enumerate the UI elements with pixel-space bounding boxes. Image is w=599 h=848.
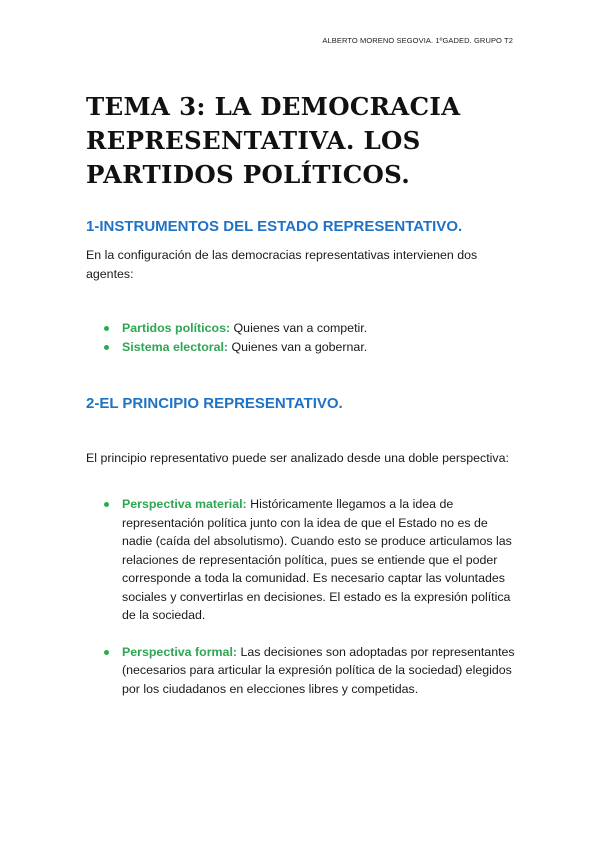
list-item: [86, 495, 516, 625]
section-heading-instrumentos: 1-INSTRUMENTOS DEL ESTADO REPRESENTATIVO.: [86, 218, 463, 235]
bullet-list-instrumentos: [86, 319, 516, 356]
bullet-list-principio: [86, 495, 516, 698]
list-item-text: Históricamente llegamos a la idea de representación política junto con la idea de que el Estado no es de nadie (caída del absolutismo). Cuando esto se produce articulamos las relaciones de representación política, pues se entiende que el poder corresponde a toda la comunidad. Es necesario captar las voluntades sociales y convertirlas en decisiones. El estado es la expresión política de la sociedad.: [122, 497, 512, 622]
list-item: [86, 338, 516, 357]
section-intro-instrumentos: En la configuración de las democracias representativas intervienen dos agentes:: [86, 248, 478, 281]
list-item-term: Partidos políticos:: [122, 321, 231, 335]
bullet-dot-icon: [104, 326, 109, 331]
list-item-text: Quienes van a gobernar.: [228, 339, 368, 354]
page-title: TEMA 3: LA DEMOCRACIA REPRESENTATIVA. LOS PARTIDOS POLÍTICOS.: [86, 92, 461, 189]
list-item: [86, 319, 516, 338]
list-item-text: Las decisiones son adoptadas por representantes (necesarios para articular la expresión política de la sociedad) elegidos por los ciudadanos en elecciones libres y competidas.: [122, 644, 515, 696]
list-item-term: Perspectiva material:: [122, 497, 247, 511]
list-item-term: Sistema electoral:: [122, 339, 229, 354]
bullet-dot-icon: [104, 650, 109, 655]
list-item-term: Perspectiva formal:: [122, 644, 238, 659]
bullet-dot-icon: [104, 345, 109, 350]
bullet-dot-icon: [104, 502, 109, 507]
list-item: [86, 643, 516, 699]
section-heading-principio: 2-EL PRINCIPIO REPRESENTATIVO.: [86, 395, 343, 412]
list-item-text: Quienes van a competir.: [230, 321, 368, 335]
section-intro-principio: El principio representativo puede ser analizado desde una doble perspectiva:: [86, 451, 509, 465]
header-note: ALBERTO MORENO SEGOVIA. 1ºGADED. GRUPO T2: [322, 36, 513, 45]
